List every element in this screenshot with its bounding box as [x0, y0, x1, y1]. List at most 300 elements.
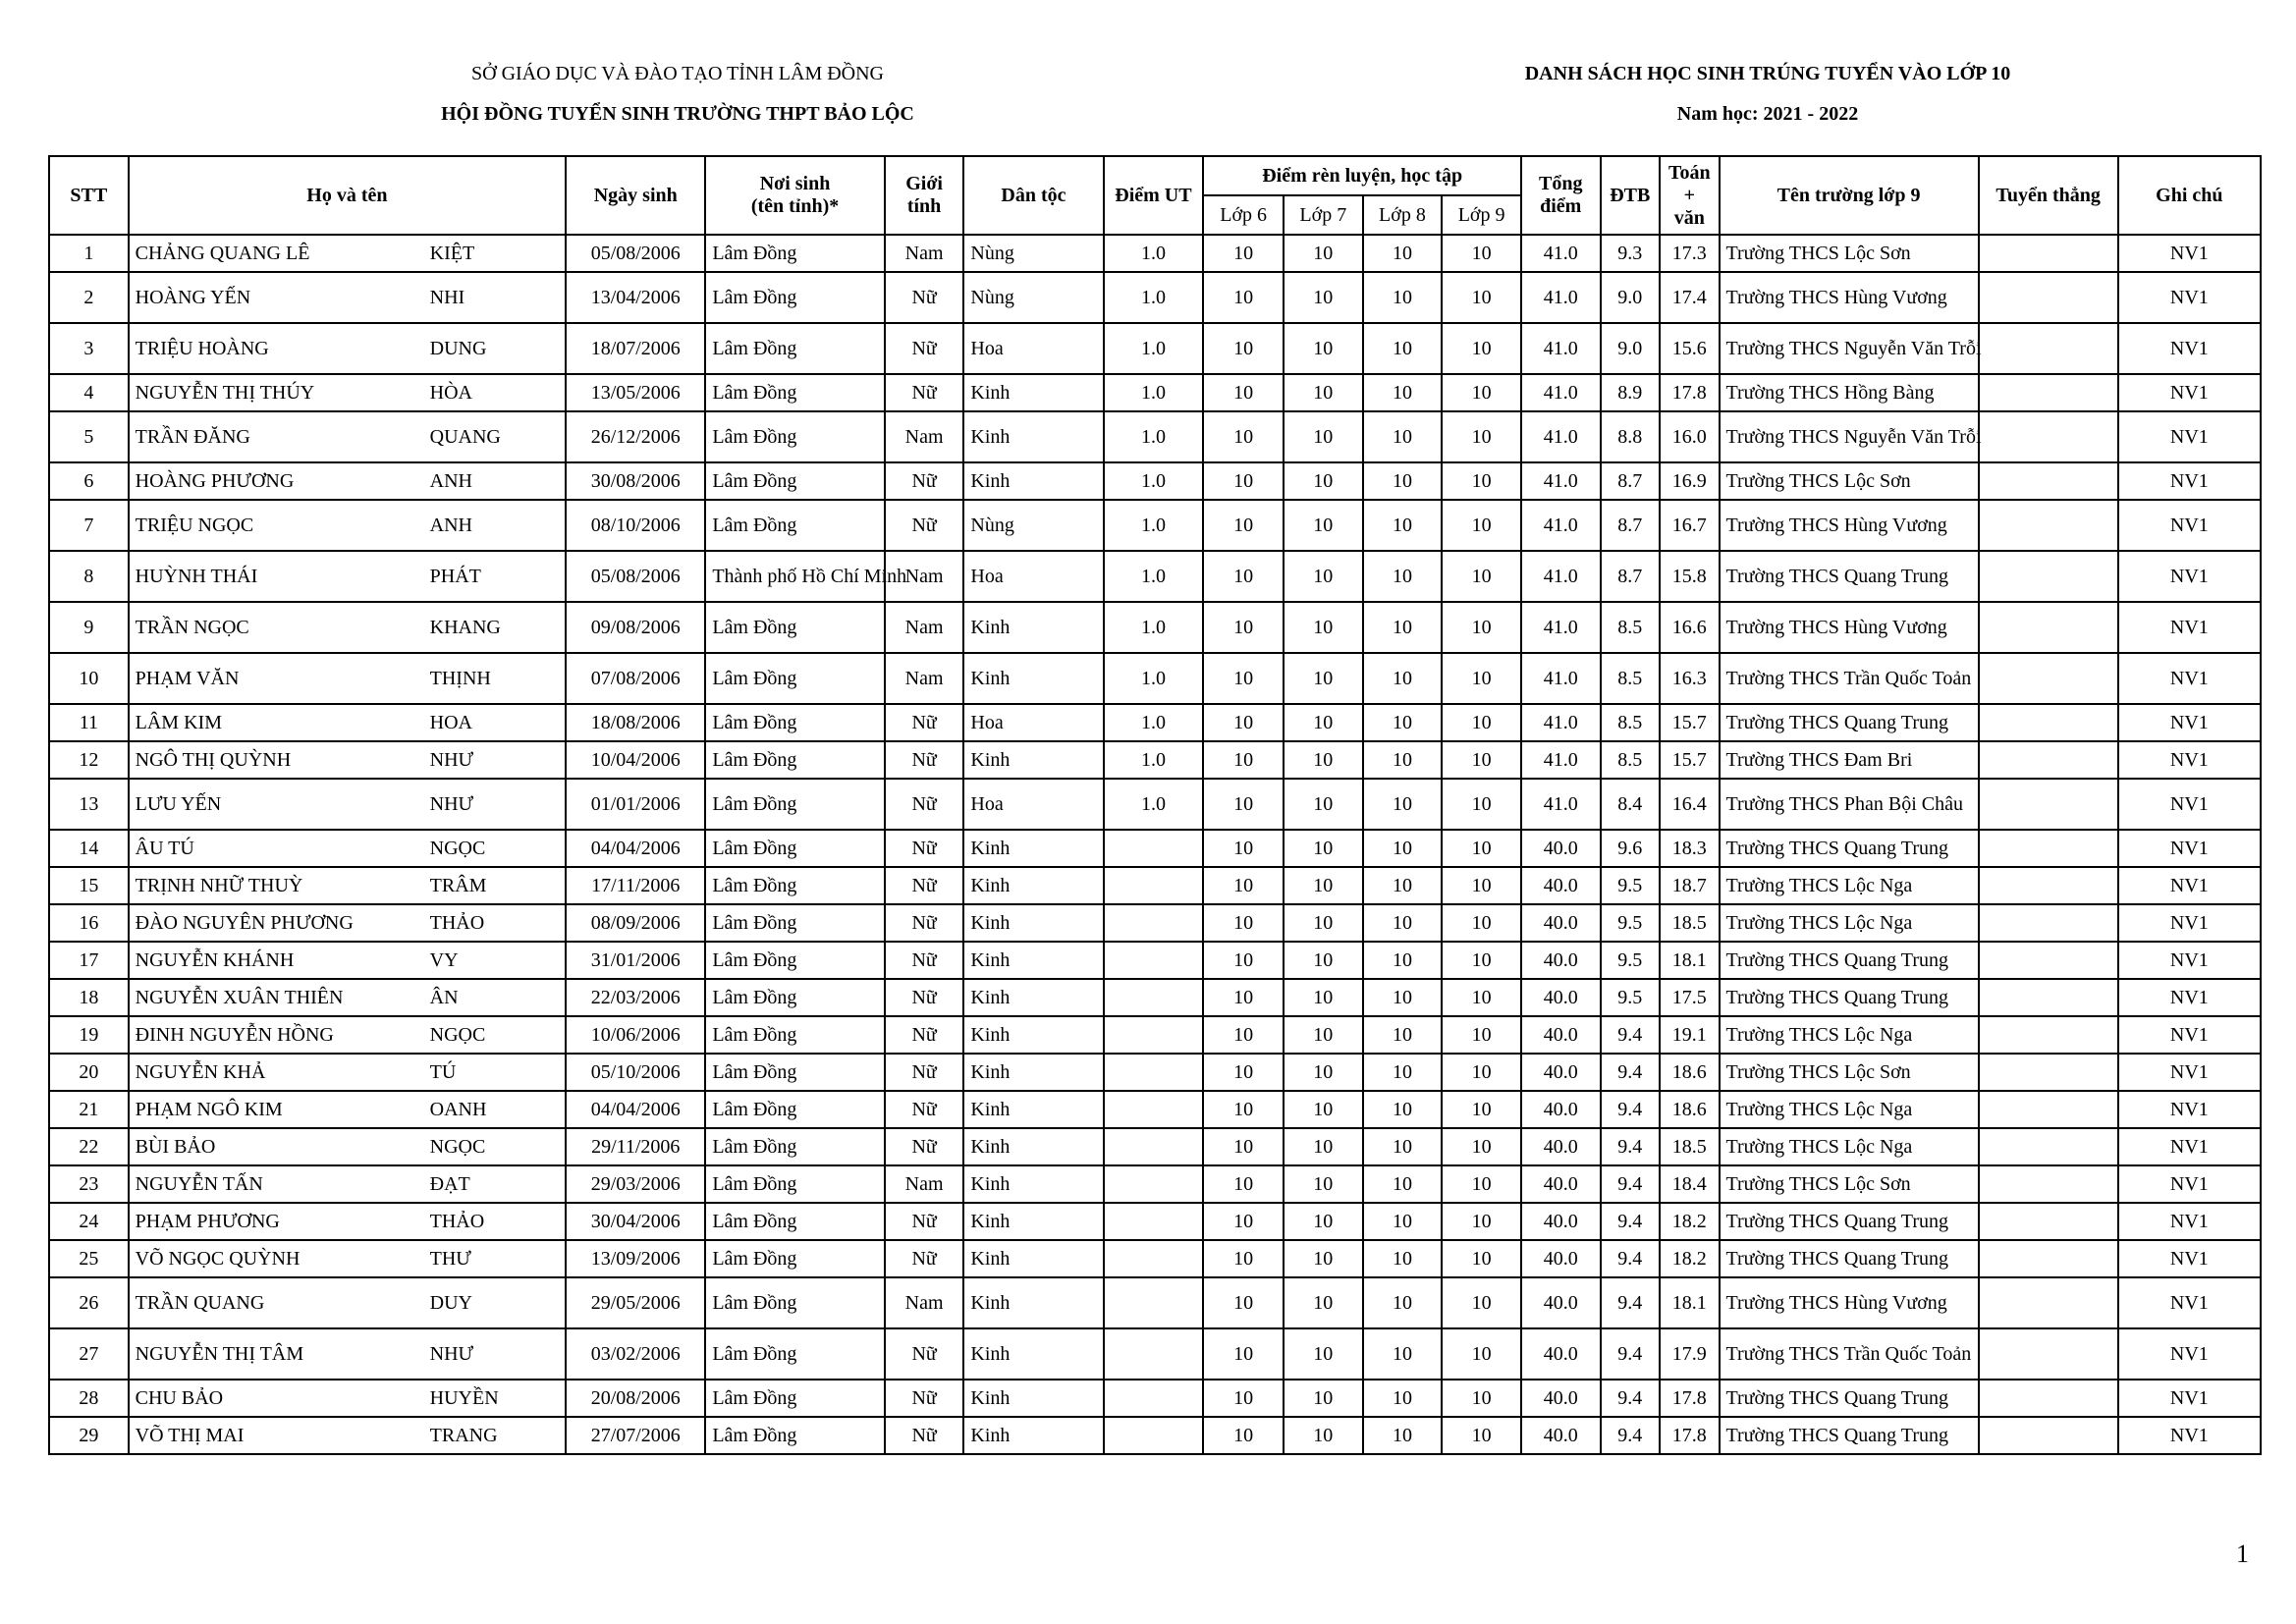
- cell-average: 9.5: [1601, 942, 1660, 979]
- cell-total-score: 40.0: [1521, 867, 1601, 904]
- given-name: KIỆT: [429, 242, 475, 264]
- col-gioi-tinh-line1: Giới: [905, 173, 943, 194]
- surname: CHU BẢO: [135, 1386, 224, 1409]
- cell-stt: 2: [49, 272, 129, 323]
- cell-note: NV1: [2118, 1240, 2261, 1277]
- col-ghi-chu: Ghi chú: [2118, 156, 2261, 235]
- cell-priority-score: 1.0: [1104, 411, 1204, 462]
- cell-grade8: 10: [1363, 904, 1443, 942]
- student-rows: [49, 235, 2261, 1454]
- cell-note: NV1: [2118, 979, 2261, 1016]
- surname: TRẦN NGỌC: [135, 616, 249, 638]
- table-row: [49, 411, 2261, 462]
- given-name: TÚ: [429, 1060, 457, 1083]
- given-name: ANH: [429, 514, 472, 536]
- cell-direct-admission: [1979, 235, 2118, 272]
- cell-school: Trường THCS Trần Quốc Toản: [1720, 1328, 1979, 1380]
- cell-ethnicity: Kinh: [963, 979, 1103, 1016]
- col-noi-sinh-line2: (tên tỉnh)*: [750, 195, 840, 217]
- cell-school: Trường THCS Hùng Vương: [1720, 272, 1979, 323]
- cell-math-lit: 17.8: [1660, 374, 1719, 411]
- cell-birth-date: 27/07/2006: [566, 1417, 705, 1454]
- cell-name: [129, 741, 567, 779]
- cell-priority-score: [1104, 904, 1204, 942]
- cell-grade6: 10: [1203, 602, 1284, 653]
- cell-grade9: 10: [1442, 942, 1521, 979]
- cell-priority-score: 1.0: [1104, 779, 1204, 830]
- cell-note: NV1: [2118, 411, 2261, 462]
- cell-math-lit: 17.9: [1660, 1328, 1719, 1380]
- cell-grade6: 10: [1203, 272, 1284, 323]
- cell-grade8: 10: [1363, 374, 1443, 411]
- cell-average: 8.7: [1601, 500, 1660, 551]
- cell-direct-admission: [1979, 653, 2118, 704]
- cell-grade9: 10: [1442, 1016, 1521, 1054]
- cell-total-score: 40.0: [1521, 1380, 1601, 1417]
- cell-grade9: 10: [1442, 500, 1521, 551]
- cell-note: NV1: [2118, 653, 2261, 704]
- cell-grade9: 10: [1442, 904, 1521, 942]
- cell-priority-score: [1104, 1328, 1204, 1380]
- cell-math-lit: 15.8: [1660, 551, 1719, 602]
- cell-total-score: 41.0: [1521, 411, 1601, 462]
- cell-grade7: 10: [1284, 653, 1363, 704]
- cell-total-score: 41.0: [1521, 653, 1601, 704]
- table-row: [49, 1091, 2261, 1128]
- cell-grade6: 10: [1203, 411, 1284, 462]
- given-name: DUNG: [429, 337, 487, 359]
- cell-name: [129, 1380, 567, 1417]
- cell-birthplace: Lâm Đồng: [705, 1016, 884, 1054]
- cell-priority-score: [1104, 1091, 1204, 1128]
- cell-direct-admission: [1979, 374, 2118, 411]
- cell-average: 9.4: [1601, 1240, 1660, 1277]
- cell-birth-date: 20/08/2006: [566, 1380, 705, 1417]
- cell-ethnicity: Kinh: [963, 602, 1103, 653]
- cell-name: [129, 1417, 567, 1454]
- cell-priority-score: 1.0: [1104, 374, 1204, 411]
- cell-math-lit: 15.6: [1660, 323, 1719, 374]
- cell-school: Trường THCS Lộc Sơn: [1720, 1054, 1979, 1091]
- cell-stt: 18: [49, 979, 129, 1016]
- cell-total-score: 41.0: [1521, 462, 1601, 500]
- cell-grade8: 10: [1363, 1240, 1443, 1277]
- surname: HOÀNG PHƯƠNG: [135, 469, 295, 492]
- cell-stt: 24: [49, 1203, 129, 1240]
- cell-birth-date: 10/06/2006: [566, 1016, 705, 1054]
- given-name: KHANG: [429, 616, 501, 638]
- cell-grade6: 10: [1203, 551, 1284, 602]
- student-table: [48, 155, 2262, 1455]
- cell-grade9: 10: [1442, 704, 1521, 741]
- cell-grade8: 10: [1363, 1203, 1443, 1240]
- cell-average: 8.5: [1601, 653, 1660, 704]
- cell-birth-date: 29/03/2006: [566, 1165, 705, 1203]
- cell-name: [129, 1091, 567, 1128]
- cell-ethnicity: Kinh: [963, 741, 1103, 779]
- cell-name: [129, 830, 567, 867]
- cell-average: 9.4: [1601, 1054, 1660, 1091]
- cell-average: 9.4: [1601, 1091, 1660, 1128]
- cell-priority-score: [1104, 1165, 1204, 1203]
- given-name: ANH: [429, 469, 472, 492]
- cell-note: NV1: [2118, 1203, 2261, 1240]
- cell-math-lit: 17.3: [1660, 235, 1719, 272]
- cell-ethnicity: Kinh: [963, 1203, 1103, 1240]
- surname: ĐINH NGUYỄN HỒNG: [135, 1023, 334, 1046]
- surname: TRẦN ĐĂNG: [135, 425, 250, 448]
- cell-math-lit: 17.4: [1660, 272, 1719, 323]
- cell-direct-admission: [1979, 867, 2118, 904]
- cell-name: [129, 235, 567, 272]
- given-name: VY: [429, 948, 459, 971]
- cell-stt: 4: [49, 374, 129, 411]
- cell-gender: Nữ: [885, 323, 964, 374]
- cell-stt: 1: [49, 235, 129, 272]
- cell-direct-admission: [1979, 1277, 2118, 1328]
- cell-school: Trường THCS Quang Trung: [1720, 551, 1979, 602]
- cell-gender: Nữ: [885, 1128, 964, 1165]
- cell-average: 9.5: [1601, 867, 1660, 904]
- cell-stt: 22: [49, 1128, 129, 1165]
- cell-birth-date: 08/10/2006: [566, 500, 705, 551]
- cell-grade6: 10: [1203, 323, 1284, 374]
- surname: TRỊNH NHỮ THUỲ: [135, 874, 303, 896]
- cell-note: NV1: [2118, 1328, 2261, 1380]
- cell-gender: Nữ: [885, 374, 964, 411]
- surname: ÂU TÚ: [135, 837, 194, 859]
- cell-grade8: 10: [1363, 1417, 1443, 1454]
- cell-total-score: 41.0: [1521, 235, 1601, 272]
- cell-stt: 19: [49, 1016, 129, 1054]
- cell-average: 9.0: [1601, 272, 1660, 323]
- cell-total-score: 41.0: [1521, 551, 1601, 602]
- cell-grade9: 10: [1442, 1165, 1521, 1203]
- cell-priority-score: 1.0: [1104, 704, 1204, 741]
- table-row: [49, 1128, 2261, 1165]
- cell-grade6: 10: [1203, 741, 1284, 779]
- cell-note: NV1: [2118, 942, 2261, 979]
- cell-gender: Nữ: [885, 1240, 964, 1277]
- cell-stt: 23: [49, 1165, 129, 1203]
- cell-grade7: 10: [1284, 942, 1363, 979]
- cell-priority-score: [1104, 1203, 1204, 1240]
- cell-gender: Nữ: [885, 1091, 964, 1128]
- cell-birth-date: 04/04/2006: [566, 830, 705, 867]
- cell-birthplace: Lâm Đồng: [705, 1054, 884, 1091]
- cell-birthplace: Lâm Đồng: [705, 1328, 884, 1380]
- table-row: [49, 1380, 2261, 1417]
- cell-note: NV1: [2118, 704, 2261, 741]
- table-row: [49, 904, 2261, 942]
- cell-note: NV1: [2118, 1128, 2261, 1165]
- given-name: ÂN: [429, 986, 459, 1008]
- cell-grade6: 10: [1203, 942, 1284, 979]
- cell-total-score: 40.0: [1521, 1203, 1601, 1240]
- surname: NGÔ THỊ QUỲNH: [135, 748, 292, 771]
- cell-ethnicity: Kinh: [963, 1165, 1103, 1203]
- cell-grade9: 10: [1442, 1054, 1521, 1091]
- given-name: HOA: [429, 711, 472, 733]
- cell-stt: 27: [49, 1328, 129, 1380]
- cell-birthplace: Lâm Đồng: [705, 1091, 884, 1128]
- cell-grade6: 10: [1203, 979, 1284, 1016]
- cell-grade7: 10: [1284, 1277, 1363, 1328]
- col-lop7: Lớp 7: [1284, 195, 1363, 235]
- cell-average: 8.7: [1601, 551, 1660, 602]
- table-row: [49, 1165, 2261, 1203]
- cell-math-lit: 18.6: [1660, 1091, 1719, 1128]
- given-name: NHƯ: [429, 792, 474, 815]
- cell-priority-score: [1104, 1016, 1204, 1054]
- cell-math-lit: 16.6: [1660, 602, 1719, 653]
- cell-ethnicity: Kinh: [963, 1380, 1103, 1417]
- cell-birthplace: Lâm Đồng: [705, 462, 884, 500]
- cell-total-score: 40.0: [1521, 1128, 1601, 1165]
- cell-birth-date: 29/05/2006: [566, 1277, 705, 1328]
- cell-birthplace: Lâm Đồng: [705, 411, 884, 462]
- cell-birth-date: 05/08/2006: [566, 235, 705, 272]
- cell-birthplace: Lâm Đồng: [705, 1417, 884, 1454]
- cell-average: 8.5: [1601, 704, 1660, 741]
- cell-average: 8.5: [1601, 602, 1660, 653]
- cell-birth-date: 30/08/2006: [566, 462, 705, 500]
- cell-school: Trường THCS Trần Quốc Toản: [1720, 653, 1979, 704]
- cell-priority-score: 1.0: [1104, 551, 1204, 602]
- cell-note: NV1: [2118, 500, 2261, 551]
- cell-priority-score: 1.0: [1104, 602, 1204, 653]
- cell-birth-date: 13/04/2006: [566, 272, 705, 323]
- cell-ethnicity: Kinh: [963, 1054, 1103, 1091]
- cell-priority-score: 1.0: [1104, 741, 1204, 779]
- cell-birth-date: 07/08/2006: [566, 653, 705, 704]
- surname: CHẢNG QUANG LÊ: [135, 242, 310, 264]
- cell-name: [129, 500, 567, 551]
- cell-ethnicity: Kinh: [963, 1128, 1103, 1165]
- table-row: [49, 1277, 2261, 1328]
- cell-stt: 20: [49, 1054, 129, 1091]
- cell-name: [129, 551, 567, 602]
- cell-stt: 9: [49, 602, 129, 653]
- cell-grade9: 10: [1442, 374, 1521, 411]
- given-name: DUY: [429, 1291, 472, 1314]
- cell-birthplace: Lâm Đồng: [705, 1165, 884, 1203]
- col-ngay-sinh: Ngày sinh: [566, 156, 705, 235]
- surname: PHẠM VĂN: [135, 667, 240, 689]
- table-row: [49, 272, 2261, 323]
- cell-math-lit: 16.3: [1660, 653, 1719, 704]
- cell-name: [129, 779, 567, 830]
- cell-school: Trường THCS Nguyễn Văn Trỗi: [1720, 411, 1979, 462]
- cell-school: Trường THCS Quang Trung: [1720, 830, 1979, 867]
- cell-grade8: 10: [1363, 1277, 1443, 1328]
- cell-grade7: 10: [1284, 374, 1363, 411]
- cell-gender: Nữ: [885, 830, 964, 867]
- cell-ethnicity: Kinh: [963, 462, 1103, 500]
- col-toan-van-line1: Toán +: [1667, 161, 1711, 206]
- cell-birthplace: Lâm Đồng: [705, 979, 884, 1016]
- cell-grade9: 10: [1442, 867, 1521, 904]
- cell-school: Trường THCS Lộc Sơn: [1720, 1165, 1979, 1203]
- cell-birthplace: Lâm Đồng: [705, 704, 884, 741]
- cell-grade7: 10: [1284, 323, 1363, 374]
- cell-direct-admission: [1979, 979, 2118, 1016]
- cell-note: NV1: [2118, 235, 2261, 272]
- cell-stt: 26: [49, 1277, 129, 1328]
- cell-direct-admission: [1979, 1128, 2118, 1165]
- table-row: [49, 1016, 2261, 1054]
- cell-grade9: 10: [1442, 979, 1521, 1016]
- cell-ethnicity: Kinh: [963, 411, 1103, 462]
- cell-school: Trường THCS Lộc Nga: [1720, 1016, 1979, 1054]
- cell-priority-score: 1.0: [1104, 500, 1204, 551]
- cell-total-score: 40.0: [1521, 1277, 1601, 1328]
- cell-grade8: 10: [1363, 551, 1443, 602]
- cell-ethnicity: Kinh: [963, 374, 1103, 411]
- cell-total-score: 41.0: [1521, 779, 1601, 830]
- cell-math-lit: 18.6: [1660, 1054, 1719, 1091]
- cell-grade9: 10: [1442, 602, 1521, 653]
- col-ho-ten: Họ và tên: [129, 156, 567, 235]
- cell-grade6: 10: [1203, 1417, 1284, 1454]
- cell-grade8: 10: [1363, 500, 1443, 551]
- cell-grade9: 10: [1442, 1128, 1521, 1165]
- cell-name: [129, 1277, 567, 1328]
- cell-grade7: 10: [1284, 741, 1363, 779]
- cell-ethnicity: Kinh: [963, 904, 1103, 942]
- cell-total-score: 40.0: [1521, 1417, 1601, 1454]
- given-name: HÒA: [429, 381, 472, 404]
- cell-gender: Nữ: [885, 462, 964, 500]
- given-name: THẢO: [429, 911, 485, 934]
- cell-birthplace: Lâm Đồng: [705, 1203, 884, 1240]
- cell-school: Trường THCS Hùng Vương: [1720, 602, 1979, 653]
- cell-note: NV1: [2118, 867, 2261, 904]
- cell-note: NV1: [2118, 904, 2261, 942]
- cell-birth-date: 18/07/2006: [566, 323, 705, 374]
- table-row: [49, 979, 2261, 1016]
- surname: TRIỆU NGỌC: [135, 514, 254, 536]
- cell-birthplace: Lâm Đồng: [705, 323, 884, 374]
- cell-name: [129, 1165, 567, 1203]
- cell-math-lit: 18.5: [1660, 904, 1719, 942]
- cell-average: 8.9: [1601, 374, 1660, 411]
- cell-gender: Nữ: [885, 1380, 964, 1417]
- cell-birthplace: Lâm Đồng: [705, 602, 884, 653]
- cell-stt: 28: [49, 1380, 129, 1417]
- cell-grade8: 10: [1363, 979, 1443, 1016]
- cell-birth-date: 04/04/2006: [566, 1091, 705, 1128]
- col-dtb: ĐTB: [1601, 156, 1660, 235]
- cell-average: 9.6: [1601, 830, 1660, 867]
- given-name: THỊNH: [429, 667, 491, 689]
- cell-birthplace: Lâm Đồng: [705, 942, 884, 979]
- cell-gender: Nữ: [885, 1203, 964, 1240]
- cell-stt: 25: [49, 1240, 129, 1277]
- cell-grade9: 10: [1442, 411, 1521, 462]
- school-year: Nam học: 2021 - 2022: [1676, 103, 1859, 125]
- col-toan-van-line2: văn: [1673, 206, 1705, 229]
- cell-stt: 10: [49, 653, 129, 704]
- cell-grade6: 10: [1203, 1165, 1284, 1203]
- cell-name: [129, 867, 567, 904]
- cell-birthplace: Lâm Đồng: [705, 500, 884, 551]
- table-row: [49, 779, 2261, 830]
- document-title: DANH SÁCH HỌC SINH TRÚNG TUYỂN VÀO LỚP 10: [1524, 63, 2011, 84]
- cell-grade7: 10: [1284, 779, 1363, 830]
- cell-school: Trường THCS Quang Trung: [1720, 1240, 1979, 1277]
- cell-note: NV1: [2118, 602, 2261, 653]
- cell-grade9: 10: [1442, 1417, 1521, 1454]
- cell-name: [129, 942, 567, 979]
- cell-direct-admission: [1979, 411, 2118, 462]
- surname: NGUYỄN THỊ TÂM: [135, 1342, 304, 1365]
- cell-math-lit: 16.0: [1660, 411, 1719, 462]
- cell-gender: Nữ: [885, 1328, 964, 1380]
- cell-birthplace: Lâm Đồng: [705, 867, 884, 904]
- cell-average: 9.4: [1601, 1417, 1660, 1454]
- cell-grade8: 10: [1363, 1328, 1443, 1380]
- cell-total-score: 41.0: [1521, 741, 1601, 779]
- cell-grade7: 10: [1284, 411, 1363, 462]
- cell-ethnicity: Nùng: [963, 500, 1103, 551]
- cell-priority-score: 1.0: [1104, 272, 1204, 323]
- cell-birth-date: 05/10/2006: [566, 1054, 705, 1091]
- cell-direct-admission: [1979, 942, 2118, 979]
- cell-note: NV1: [2118, 323, 2261, 374]
- cell-grade8: 10: [1363, 602, 1443, 653]
- surname: VÕ NGỌC QUỲNH: [135, 1247, 301, 1270]
- cell-grade8: 10: [1363, 1016, 1443, 1054]
- cell-grade7: 10: [1284, 704, 1363, 741]
- col-tuyen-thang: Tuyển thẳng: [1979, 156, 2118, 235]
- cell-direct-admission: [1979, 1417, 2118, 1454]
- cell-grade8: 10: [1363, 411, 1443, 462]
- cell-direct-admission: [1979, 323, 2118, 374]
- cell-total-score: 41.0: [1521, 500, 1601, 551]
- cell-grade8: 10: [1363, 1054, 1443, 1091]
- table-row: [49, 462, 2261, 500]
- cell-direct-admission: [1979, 904, 2118, 942]
- cell-grade9: 10: [1442, 323, 1521, 374]
- council-name: HỘI ĐỒNG TUYỂN SINH TRƯỜNG THPT BẢO LỘC: [441, 103, 914, 125]
- cell-gender: Nữ: [885, 904, 964, 942]
- cell-average: 9.4: [1601, 1380, 1660, 1417]
- cell-grade6: 10: [1203, 374, 1284, 411]
- table-row: [49, 551, 2261, 602]
- surname: NGUYỄN XUÂN THIÊN: [135, 986, 344, 1008]
- cell-gender: Nữ: [885, 741, 964, 779]
- cell-school: Trường THCS Lộc Sơn: [1720, 235, 1979, 272]
- cell-grade6: 10: [1203, 867, 1284, 904]
- cell-total-score: 40.0: [1521, 1016, 1601, 1054]
- col-dan-toc: Dân tộc: [963, 156, 1103, 235]
- col-gioi-tinh: [885, 156, 964, 235]
- cell-gender: Nam: [885, 1165, 964, 1203]
- cell-grade6: 10: [1203, 1328, 1284, 1380]
- cell-math-lit: 18.1: [1660, 1277, 1719, 1328]
- cell-birth-date: 03/02/2006: [566, 1328, 705, 1380]
- surname: TRẦN QUANG: [135, 1291, 265, 1314]
- col-diem-ut: Điểm UT: [1104, 156, 1204, 235]
- cell-grade7: 10: [1284, 904, 1363, 942]
- cell-ethnicity: Kinh: [963, 867, 1103, 904]
- cell-stt: 3: [49, 323, 129, 374]
- cell-math-lit: 17.8: [1660, 1417, 1719, 1454]
- cell-grade6: 10: [1203, 1240, 1284, 1277]
- cell-grade8: 10: [1363, 1128, 1443, 1165]
- cell-school: Trường THCS Quang Trung: [1720, 1203, 1979, 1240]
